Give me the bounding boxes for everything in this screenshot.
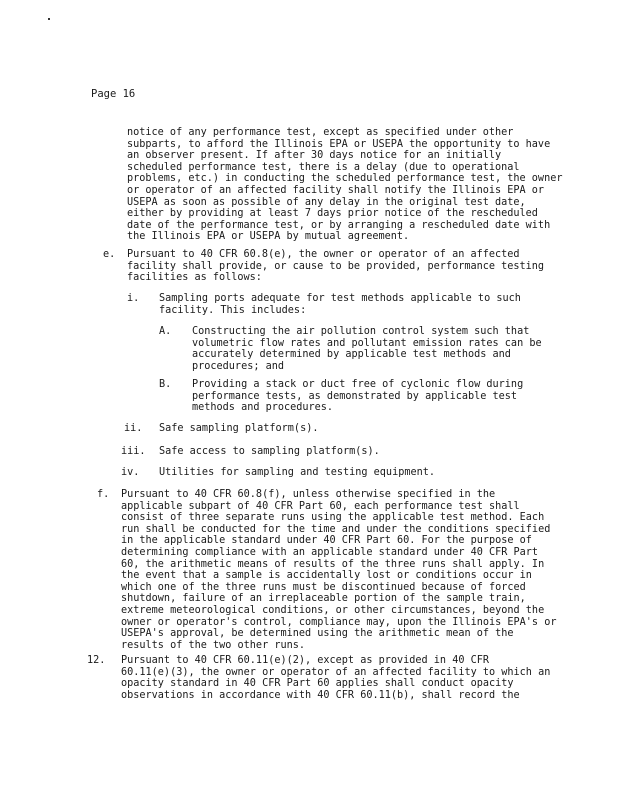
text-line: Constructing the air pollution control system such that: [192, 326, 530, 337]
text-line: opacity standard in 40 CFR Part 60 applies shall conduct opacity: [121, 678, 514, 690]
item-f-label: f.: [97, 489, 110, 500]
text-line: 60, the arithmetic means of results of the three runs shall apply. In: [121, 558, 545, 570]
text-line: extreme meteorological conditions, or other circumstances, beyond the: [121, 604, 545, 616]
item-e-i-a-paragraph: [192, 326, 542, 372]
text-line: owner or operator's control, compliance may, upon the Illinois EPA's or: [121, 616, 557, 628]
item-e-i-label: i.: [127, 293, 140, 304]
text-line: shutdown, failure of an irreplaceable portion of the sample train,: [121, 593, 526, 605]
text-line: volumetric flow rates and pollutant emission rates can be: [192, 337, 542, 349]
item-e-i-a-label: A.: [159, 326, 172, 337]
text-line: facility shall provide, or cause to be provided, performance testing: [127, 260, 545, 272]
item-e-iv-text: Utilities for sampling and testing equipment.: [159, 467, 436, 478]
item-12-paragraph: [121, 655, 550, 701]
item-e-i-b-label: B.: [159, 379, 172, 390]
item-e-i-paragraph: [159, 293, 521, 316]
text-line: applicable subpart of 40 CFR Part 60, each performance test shall: [121, 500, 520, 512]
text-line: methods and procedures.: [192, 402, 334, 414]
text-line: accurately determined by applicable test methods and: [192, 349, 511, 361]
text-line: Pursuant to 40 CFR 60.11(e)(2), except as provided in 40 CFR: [121, 655, 490, 666]
page-number: Page 16: [91, 88, 136, 100]
item-e-ii-text: Safe sampling platform(s).: [159, 423, 319, 434]
text-line: 60.11(e)(3), the owner or operator of an affected facility to which an: [121, 666, 551, 678]
item-e-iii-text: Safe access to sampling platform(s).: [159, 446, 380, 457]
text-line: performance tests, as demonstrated by applicable test: [192, 390, 518, 402]
item-e-label: e.: [103, 249, 116, 260]
item-e-iv-label: iv.: [121, 467, 140, 478]
item-e-i-b-paragraph: [192, 379, 523, 414]
text-line: Sampling ports adequate for test methods applicable to such: [159, 293, 521, 304]
text-line: run shall be conducted for the time and under the conditions specified: [121, 523, 551, 535]
text-line: consist of three separate runs using the applicable test method. Each: [121, 512, 545, 524]
item-e-ii-label: ii.: [124, 423, 143, 434]
text-line: USEPA as soon as possible of any delay in the original test date,: [127, 196, 526, 208]
text-line: an observer present. If after 30 days notice for an initially: [127, 150, 502, 162]
item-e-iii-label: iii.: [121, 446, 146, 457]
text-line: which one of the three runs must be discontinued because of forced: [121, 581, 526, 593]
text-line: problems, etc.) in conducting the scheduled performance test, the owner: [127, 173, 563, 185]
text-line: in the applicable standard under 40 CFR Part 60. For the purpose of: [121, 535, 532, 547]
text-line: Pursuant to 40 CFR 60.8(e), the owner or operator of an affected: [127, 249, 520, 260]
item-e-paragraph: [127, 249, 544, 284]
item-12-label: 12.: [87, 655, 106, 666]
text-line: scheduled performance test, there is a delay (due to operational: [127, 161, 520, 173]
scan-speck: [48, 18, 50, 20]
text-line: date of the performance test, or by arranging a rescheduled date with: [127, 219, 551, 231]
text-line: the Illinois EPA or USEPA by mutual agreement.: [127, 231, 410, 243]
text-line: facility. This includes:: [159, 304, 307, 316]
text-line: Providing a stack or duct free of cyclonic flow during: [192, 379, 524, 390]
text-line: observations in accordance with 40 CFR 60.11(b), shall record the: [121, 689, 520, 701]
item-f-paragraph: [121, 489, 556, 651]
text-line: subparts, to afford the Illinois EPA or USEPA the opportunity to have: [127, 138, 551, 150]
text-line: USEPA's approval, be determined using the arithmetic mean of the: [121, 628, 514, 640]
text-line: Pursuant to 40 CFR 60.8(f), unless otherwise specified in the: [121, 489, 496, 500]
text-line: results of the two other runs.: [121, 639, 306, 651]
text-line: facilities as follows:: [127, 272, 262, 284]
text-line: the event that a sample is accidentally lost or conditions occur in: [121, 570, 532, 582]
text-line: notice of any performance test, except as specified under other: [127, 127, 514, 138]
text-line: or operator of an affected facility shall notify the Illinois EPA or: [127, 184, 545, 196]
text-line: either by providing at least 7 days prior notice of the rescheduled: [127, 208, 538, 220]
intro-paragraph: [127, 127, 562, 243]
text-line: procedures; and: [192, 360, 285, 372]
text-line: determining compliance with an applicable standard under 40 CFR Part: [121, 546, 539, 558]
